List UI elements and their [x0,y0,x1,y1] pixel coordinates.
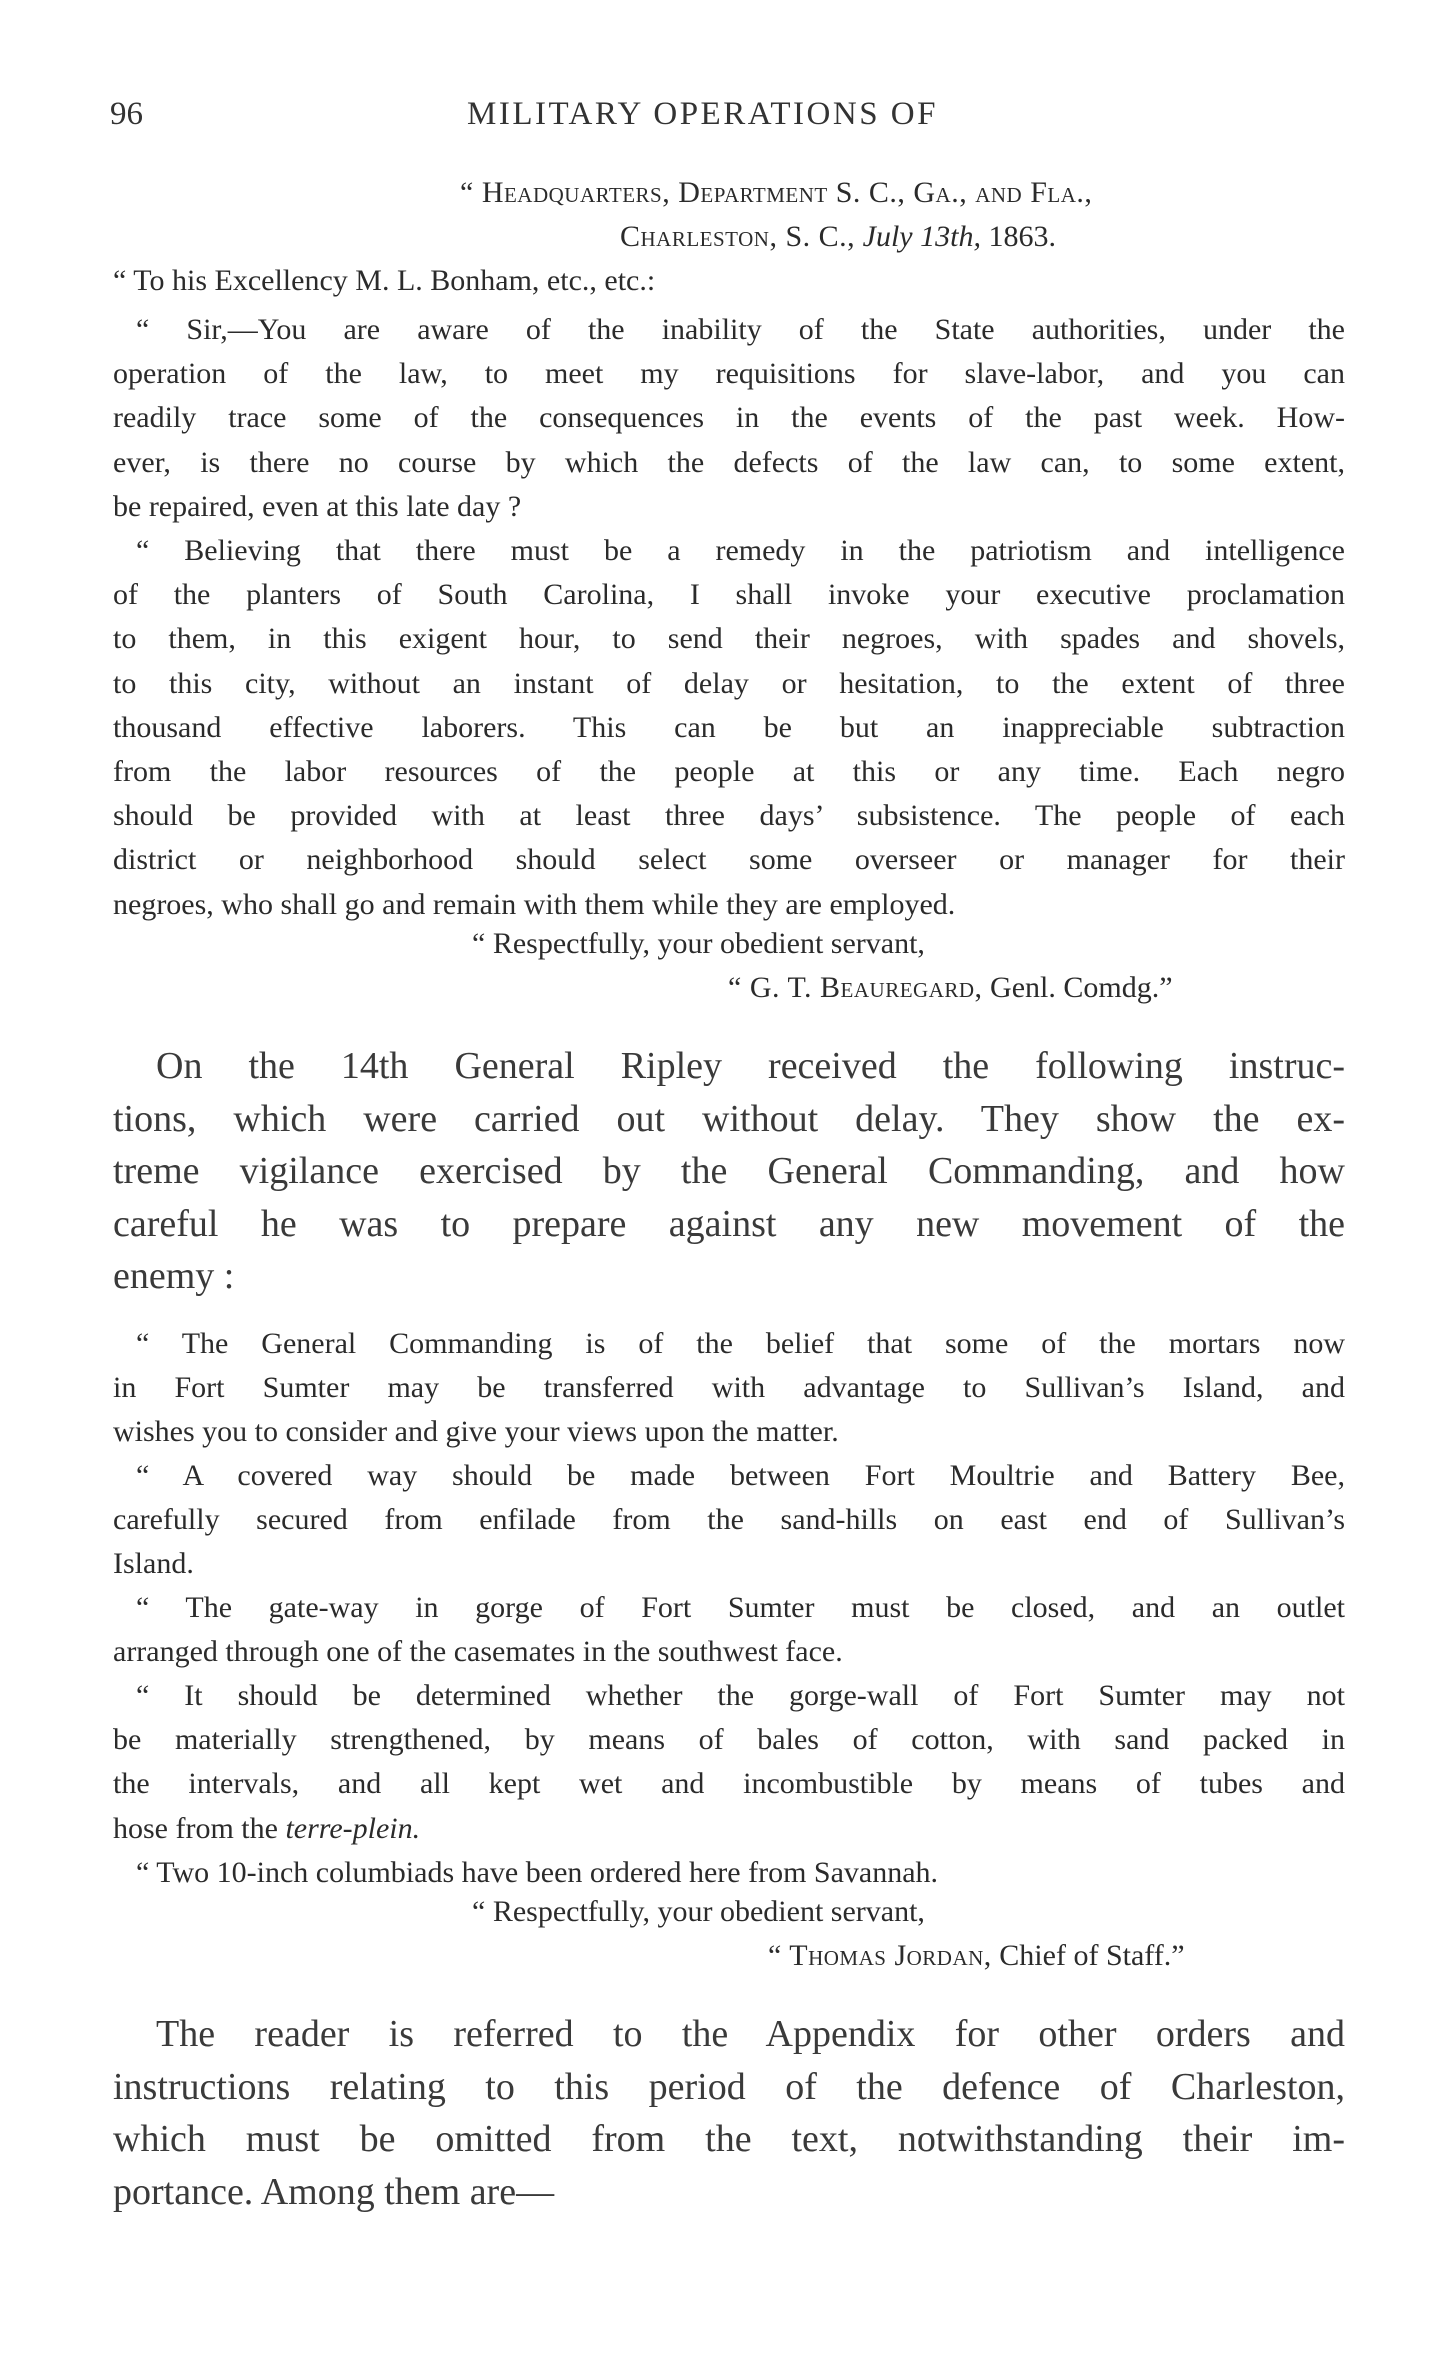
text-line: the intervals, and all kept wet and incombustible by means of tubes and [113,1767,1345,1801]
letter1-heading-line2 [620,220,1056,254]
text-line: be repaired, even at this late day ? [113,489,522,523]
text-line: carefully secured from enfilade from the sand-hills on east end of Sullivan’s [113,1503,1345,1537]
letter1-date: July 13th, [862,220,981,253]
letter1-signature-name: “ G. T. Beauregard, [728,971,983,1004]
text-line: operation of the law, to meet my requisitions for slave-labor, and you can [113,357,1345,391]
text-fragment: hose from the [113,1811,286,1845]
text-line: treme vigilance exercised by the General Commanding, and how [113,1150,1345,1192]
text-line: careful he was to prepare against any new movement of the [113,1202,1345,1245]
letter1-signature [728,971,1173,1005]
page-number: 96 [110,96,143,132]
text-line: On the 14th General Ripley received the following instruc- [156,1045,1345,1087]
text-line: “ Two 10-inch columbiads have been ordered here from Savannah. [136,1856,939,1889]
text-line: instructions relating to this period of the defence of Charleston, [113,2065,1345,2108]
text-line: negroes, who shall go and remain with them while they are employed. [113,887,956,921]
running-title: MILITARY OPERATIONS OF [467,96,938,132]
letter1-place: Charleston, S. C., [620,220,856,253]
letter2-signature [768,1939,1185,1973]
letter1-heading-line1: “ Headquarters, Department S. C., Ga., and Fla., [460,176,1093,209]
text-line: “ A covered way should be made between Fort Moultrie and Battery Bee, [136,1459,1345,1492]
letter2-paragraph-1 [113,1322,1345,1455]
letter1-year: 1863. [988,220,1056,253]
text-line: to them, in this exigent hour, to send their negroes, with spades and shovels, [113,622,1345,656]
letter2-signature-title: Chief of Staff.” [999,1939,1185,1972]
text-line: thousand effective laborers. This can be but an inappreciable subtraction [113,710,1345,744]
text-line: “ The General Commanding is of the belief that some of the mortars now [136,1327,1345,1360]
text-line: Island. [113,1547,194,1581]
text-line: “ Believing that there must be a remedy in the patriotism and intelligence [136,534,1345,567]
letter2-paragraph-3 [113,1586,1345,1674]
text-line: “ The gate-way in gorge of Fort Sumter must be closed, and an outlet [136,1591,1345,1624]
letter2-signature-name: “ Thomas Jordan, [768,1939,992,1972]
letter2-paragraph-5 [113,1851,1345,1895]
letter1-signature-title: Genl. Comdg.” [990,971,1173,1004]
letter1-salutation: “ To his Excellency M. L. Bonham, etc., etc.: [113,264,656,297]
narrative-paragraph-1 [113,1040,1345,1303]
text-line: to this city, without an instant of delay or hesitation, to the extent of three [113,666,1345,700]
text-line: district or neighborhood should select some overseer or manager for their [113,843,1345,877]
text-line: be materially strengthened, by means of bales of cotton, with sand packed in [113,1723,1345,1757]
text-line: enemy : [113,1255,235,1297]
text-line: in Fort Sumter may be transferred with advantage to Sullivan’s Island, and [113,1371,1345,1405]
narrative-paragraph-2 [113,2008,1345,2218]
text-line [113,1807,1345,1851]
letter1-closing: “ Respectfully, your obedient servant, [472,927,925,960]
text-line: from the labor resources of the people at this or any time. Each negro [113,755,1345,789]
text-line: should be provided with at least three days’ subsistence. The people of each [113,799,1345,833]
text-line: “ It should be determined whether the gorge-wall of Fort Sumter may not [136,1679,1345,1712]
text-line: portance. Among them are— [113,2170,555,2213]
text-line: of the planters of South Carolina, I shall invoke your executive proclamation [113,578,1345,612]
text-line: The reader is referred to the Appendix for other orders and [156,2013,1345,2055]
letter2-paragraph-2 [113,1454,1345,1587]
letter1-paragraph-1 [113,308,1345,529]
text-line: ever, is there no course by which the defects of the law can, to some extent, [113,445,1345,479]
letter1-paragraph-2 [113,529,1345,927]
text-line: “ Sir,—You are aware of the inability of the State authorities, under the [136,313,1345,346]
text-line: arranged through one of the casemates in the southwest face. [113,1635,843,1669]
text-line: which must be omitted from the text, notwithstanding their im- [113,2118,1345,2160]
italic-term: terre-plein. [285,1811,421,1845]
letter2-paragraph-4 [113,1674,1345,1851]
text-line: tions, which were carried out without delay. They show the ex- [113,1097,1345,1140]
letter2-closing: “ Respectfully, your obedient servant, [472,1895,925,1928]
text-line: wishes you to consider and give your views upon the matter. [113,1415,839,1449]
text-line: readily trace some of the consequences in the events of the past week. How- [113,401,1345,435]
